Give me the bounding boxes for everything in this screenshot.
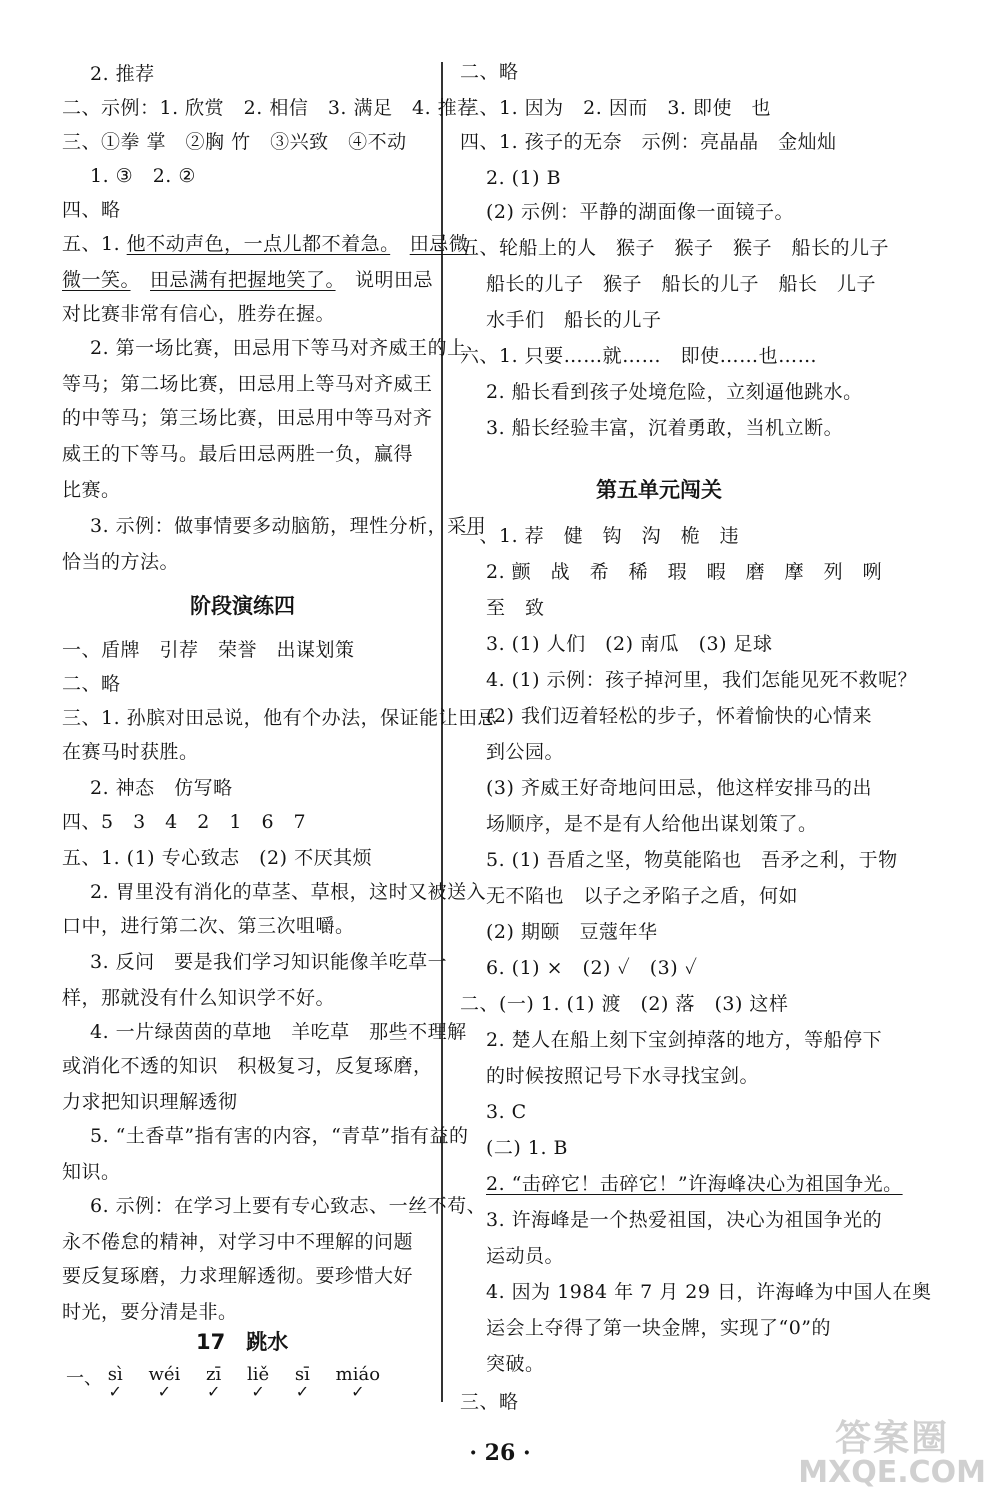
answer-line: 知识。 (62, 1161, 121, 1183)
answer-line: 一、盾牌 引荐 荣誉 出谋划策 (62, 639, 355, 661)
check-mark: ✓ (251, 1382, 265, 1401)
answer-line: 到公园。 (486, 741, 565, 763)
answer-line: 3. 许海峰是一个热爱祖国，决心为祖国争光的 (486, 1209, 883, 1231)
answer-line: 3. (1) 人们 (2) 南瓜 (3) 足球 (486, 633, 773, 655)
answer-line: 6. 示例：在学习上要有专心致志、一丝不苟、 (90, 1195, 487, 1217)
underlined-sentence: 田忌满有把握地笑了。 (150, 269, 336, 291)
section-title: 第五单元闯关 (596, 478, 722, 502)
pinyin-text: sī (294, 1364, 310, 1385)
answer-line: 永不倦怠的精神，对学习中不理解的问题 (62, 1231, 414, 1253)
pinyin-item (247, 1364, 269, 1399)
answer-line: 水手们 船长的儿子 (486, 309, 662, 331)
answer-line: 2. 推荐 (90, 63, 155, 85)
answer-line: (2) 我们迈着轻松的步子，怀着愉快的心情来 (486, 705, 872, 727)
answer-line: 3. 示例：做事情要多动脑筋，理性分析，采用 (90, 515, 487, 537)
section-title: 阶段演练四 (190, 594, 295, 618)
answer-line: 四、1. 孩子的无奈 示例：亮晶晶 金灿灿 (460, 131, 837, 153)
answer-line: 无不陷也 以子之矛陷子之盾，何如 (486, 885, 799, 907)
answer-line: 3. 反问 要是我们学习知识能像羊吃草一 (90, 951, 448, 973)
answer-line: (3) 齐威王好奇地问田忌，他这样安排马的出 (486, 777, 872, 799)
answer-line: 四、5 3 4 2 1 6 7 (62, 811, 307, 833)
answer-line: 的时候按照记号下水寻找宝剑。 (486, 1065, 760, 1087)
answer-line: 力求把知识理解透彻 (62, 1091, 238, 1113)
answer-line: 对比赛非常有信心，胜券在握。 (62, 303, 336, 325)
answer-line: 的中等马；第三场比赛，田忌用中等马对齐 (62, 407, 433, 429)
pinyin-item (336, 1364, 380, 1399)
answer-line: 运动员。 (486, 1245, 565, 1267)
answer-line: 恰当的方法。 (62, 551, 180, 573)
answer-line: 三、1. 因为 2. 因而 3. 即使 也 (460, 97, 772, 119)
answer-line: 5. (1) 吾盾之坚，物莫能陷也 吾矛之利，于物 (486, 849, 898, 871)
answer-line: 在赛马时获胜。 (62, 741, 199, 763)
answer-line: 二、略 (460, 61, 519, 83)
spacer (131, 269, 151, 291)
answer-line: 或消化不透的知识 积极复习，反复琢磨， (62, 1055, 433, 1077)
answer-line: 二、示例：1. 欣赏 2. 相信 3. 满足 4. 推荐 (62, 97, 477, 119)
answer-line: 2. 胃里没有消化的草茎、草根，这时又被送入 (90, 881, 487, 903)
answer-line: 二、略 (62, 673, 121, 695)
line-text: 说明田忌 (335, 269, 434, 291)
answer-line: 2. 楚人在船上刻下宝剑掉落的地方，等船停下 (486, 1029, 883, 1051)
check-mark: ✓ (206, 1382, 221, 1401)
answer-line: 2. “击碎它！击碎它！”许海峰决心为祖国争光。 (486, 1173, 903, 1195)
answer-line: 威王的下等马。最后田忌两胜一负，赢得 (62, 443, 414, 465)
pinyin-text: miáo (335, 1364, 381, 1385)
answer-line: 6. (1) × (2) ✓ (3) ✓ (486, 957, 698, 979)
answer-line: 运会上夺得了第一块金牌，实现了“0”的 (486, 1317, 832, 1339)
pinyin-item (206, 1364, 221, 1399)
pinyin-text: liě (247, 1364, 270, 1385)
pinyin-text: zī (206, 1364, 222, 1385)
answer-line: (二) 1. B (486, 1137, 568, 1159)
answer-line: 2. 船长看到孩子处境危险，立刻逼他跳水。 (486, 381, 863, 403)
watermark-url: MXQE.COM (798, 1455, 986, 1490)
line-prefix: 一、 (66, 1368, 102, 1389)
answer-line: 2. 神态 仿写略 (90, 777, 233, 799)
pinyin-answers (66, 1364, 400, 1402)
answer-line: (2) 示例：平静的湖面像一面镜子。 (486, 201, 794, 223)
answer-line: 2. 第一场比赛，田忌用下等马对齐威王的上 (90, 337, 467, 359)
pinyin-item (108, 1364, 123, 1399)
check-mark: ✓ (351, 1382, 365, 1401)
pinyin-text: sì (107, 1364, 123, 1385)
spacer (390, 233, 410, 255)
answer-line: 突破。 (486, 1353, 545, 1375)
check-mark: ✓ (108, 1382, 122, 1401)
pinyin-text: wéi (148, 1364, 181, 1385)
answer-line: 二、(一) 1. (1) 渡 (2) 落 (3) 这样 (460, 993, 789, 1015)
answer-line (62, 262, 433, 298)
check-mark: ✓ (295, 1382, 310, 1401)
section-title: 17 跳水 (196, 1330, 289, 1354)
underlined-sentence: 他不动声色，一点儿都不着急。 (126, 233, 391, 255)
answer-line: 五、轮船上的人 猴子 猴子 猴子 船长的儿子 (460, 237, 890, 259)
answer-line: 时光，要分清是非。 (62, 1301, 238, 1323)
answer-line: 4. 因为 1984 年 7 月 29 日，许海峰为中国人在奥 (486, 1281, 932, 1303)
answer-line: 1. ③ 2. ② (90, 165, 196, 187)
watermark-logo (798, 1418, 986, 1490)
answer-line: 2. (1) B (486, 167, 562, 189)
answer-line: 船长的儿子 猴子 船长的儿子 船长 儿子 (486, 273, 877, 295)
underlined-sentence: 微一笑。 (62, 269, 131, 291)
line-prefix: 五、1. (62, 233, 127, 255)
answer-line: 场顺序，是不是有人给他出谋划策了。 (486, 813, 818, 835)
answer-line: 等马；第二场比赛，田忌用上等马对齐威王 (62, 373, 433, 395)
answer-line: 比赛。 (62, 479, 121, 501)
answer-line: 样，那就没有什么知识学不好。 (62, 987, 336, 1009)
answer-line: (2) 期颐 豆蔻年华 (486, 921, 658, 943)
answer-line: 六、1. 只要……就…… 即使……也…… (460, 345, 818, 367)
underlined-sentence: 田忌微 (409, 233, 469, 255)
pinyin-item (295, 1364, 310, 1399)
answer-line: 四、略 (62, 199, 121, 221)
answer-line: 三、略 (460, 1391, 519, 1413)
answer-line: 口中，进行第二次、第三次咀嚼。 (62, 915, 355, 937)
check-mark: ✓ (157, 1382, 172, 1401)
answer-line: 4. (1) 示例：孩子掉河里，我们怎能见死不救呢？ (486, 669, 918, 691)
page-number: · 26 · (469, 1440, 531, 1466)
answer-line: 3. C (486, 1101, 527, 1123)
answer-line: 4. 一片绿茵茵的草地 羊吃草 那些不理解 (90, 1021, 467, 1043)
answer-line (62, 226, 468, 262)
answer-line: 三、①拳 掌 ②胸 竹 ③兴致 ④不动 (62, 131, 407, 153)
answer-line: 要反复琢磨，力求理解透彻。要珍惜大好 (62, 1265, 414, 1287)
answer-line: 三、1. 孙膑对田忌说，他有个办法，保证能让田忌 (62, 707, 498, 729)
pinyin-item (148, 1364, 180, 1399)
watermark-text: 答案圈 (835, 1418, 950, 1459)
answer-line: 至 致 (486, 597, 545, 619)
answer-line: 2. 颤 战 希 稀 瑕 暇 磨 摩 列 咧 (486, 561, 883, 583)
answer-line: 3. 船长经验丰富，沉着勇敢，当机立断。 (486, 417, 844, 439)
answer-line: 一、1. 荐 健 钩 沟 桅 违 (460, 525, 740, 547)
answer-line: 5. “土香草”指有害的内容，“青草”指有益的 (90, 1125, 469, 1147)
answer-line: 五、1. (1) 专心致志 (2) 不厌其烦 (62, 847, 373, 869)
